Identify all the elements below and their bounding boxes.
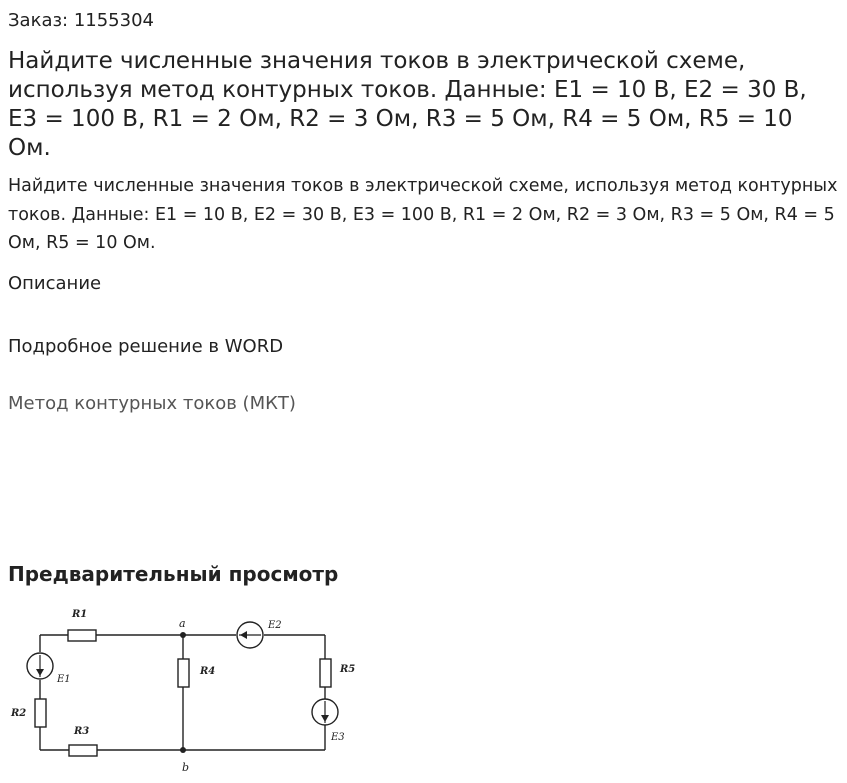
source-e2 <box>237 622 263 648</box>
source-e1 <box>27 653 53 679</box>
label-node-b: b <box>182 761 190 774</box>
circuit-diagram <box>0 600 380 780</box>
label-r5: R5 <box>340 664 356 675</box>
description-section-label: Описание <box>8 273 102 294</box>
resistor-r4 <box>178 659 189 687</box>
label-r4: R4 <box>200 666 216 677</box>
resistor-r5 <box>320 659 331 687</box>
label-node-a: a <box>179 617 186 630</box>
label-r1: R1 <box>72 609 88 620</box>
node-b-dot <box>180 747 186 753</box>
method-category-link[interactable]: Метод контурных токов (МКТ) <box>8 393 296 414</box>
label-e2: E2 <box>268 620 282 631</box>
label-r3: R3 <box>74 726 90 737</box>
order-number: Заказ: 1155304 <box>8 10 154 31</box>
label-e1: E1 <box>57 674 71 685</box>
solution-format-text: Подробное решение в WORD <box>8 336 284 357</box>
preview-heading: Предварительный просмотр <box>8 562 339 586</box>
label-e3: E3 <box>331 732 345 743</box>
label-r2: R2 <box>11 708 27 719</box>
task-description: Найдите численные значения токов в электрической схеме, используя метод контурных токов. Данные: E1 = 10 В, E2 = 30 В, E3 = 100 В, R1 = 2 Ом, R2 = 3 Ом, R3 = 5 Ом, R4 = 5 Ом, R5 = 10 Ом. <box>8 176 838 253</box>
node-a-dot <box>180 632 186 638</box>
resistor-r1 <box>68 630 96 641</box>
resistor-r3 <box>69 745 97 756</box>
task-title: Найдите численные значения токов в электрической схеме, используя метод контурных токов. Данные: E1 = 10 В, E2 = 30 В, E3 = 100 В, R1 = 2 Ом, R2 = 3 Ом, R3 = 5 Ом, R4 = 5 Ом, R5 = 10 Ом. <box>8 48 807 161</box>
resistor-r2 <box>35 699 46 727</box>
source-e3 <box>312 699 338 725</box>
